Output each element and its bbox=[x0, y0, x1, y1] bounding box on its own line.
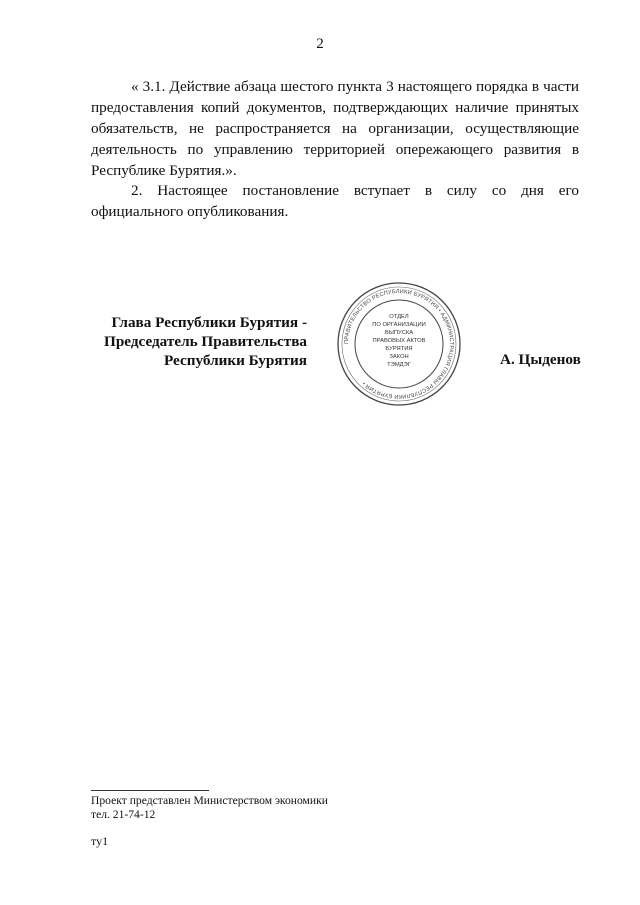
seal-line: ТЭМДЭГ bbox=[387, 362, 411, 368]
footnote bbox=[91, 794, 328, 822]
svg-text:ПРАВИТЕЛЬСТВО РЕСПУБЛИКИ БУРЯТ bbox=[344, 289, 454, 399]
seal-line: ОТДЕЛ bbox=[389, 314, 409, 320]
footnote-line: Проект представлен Министерством экономики bbox=[91, 794, 328, 807]
seal-line: ПО ОРГАНИЗАЦИИ bbox=[372, 322, 426, 328]
signatory-name: А. Цыденов bbox=[500, 351, 581, 368]
seal-line: ВЫПУСКА bbox=[384, 330, 414, 336]
seal-line: ПРАВОВЫХ АКТОВ bbox=[372, 338, 426, 344]
paragraph-effective-date: 2. Настоящее постановление вступает в силу со дня его официального опубликования. bbox=[91, 182, 579, 220]
footnote-line: тел. 21-74-12 bbox=[91, 808, 156, 821]
seal-ring-text: ПРАВИТЕЛЬСТВО РЕСПУБЛИКИ БУРЯТИЯ • АДМИНИСТРАЦИЯ ГЛАВЫ РЕСПУБЛИКИ БУРЯТИЯ • bbox=[343, 288, 455, 400]
seal-line: БУРЯТИЯ bbox=[385, 346, 413, 352]
paragraph-amendment: « 3.1. Действие абзаца шестого пункта 3 настоящего порядка в части предоставления копий документов, подтверждающих наличие принятых обязательств, не распространяется на организации, осуществляющие деятельность по управлению территорией опережающего развития в Республике Бурятия.». bbox=[91, 78, 579, 179]
signatory-title-line: Республики Бурятия bbox=[163, 352, 307, 369]
signatory-title-line: Глава Республики Бурятия - bbox=[111, 314, 307, 331]
signatory-title-line: Председатель Правительства bbox=[104, 333, 307, 350]
seal-line: ЗАКОН bbox=[389, 354, 409, 360]
page-number: 2 bbox=[316, 36, 324, 52]
official-seal bbox=[336, 281, 462, 407]
document-code: ту1 bbox=[91, 834, 109, 848]
signatory-title bbox=[60, 313, 307, 370]
footnote-divider bbox=[91, 790, 209, 791]
